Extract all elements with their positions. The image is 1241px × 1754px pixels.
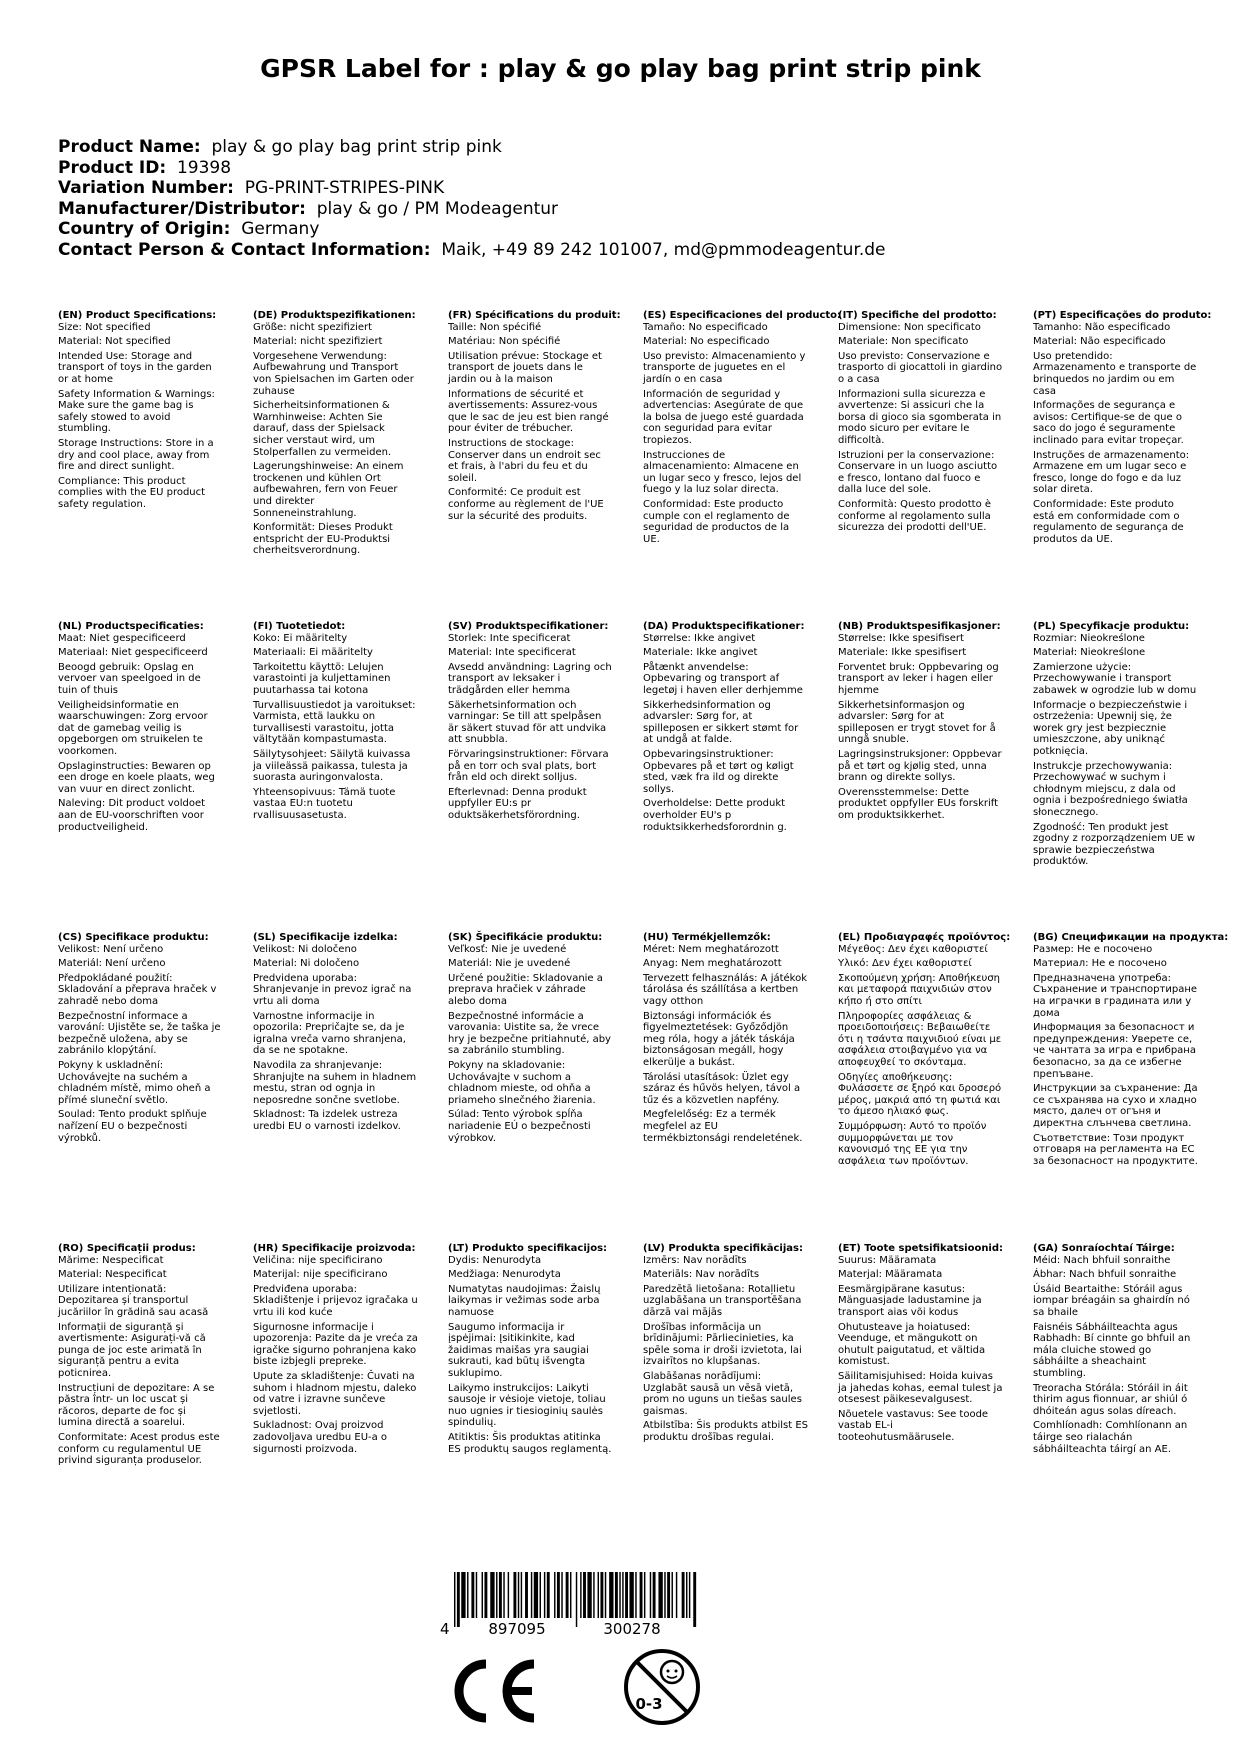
barcode-bar bbox=[676, 1572, 677, 1618]
barcode-bar bbox=[629, 1572, 633, 1618]
spec-block bbox=[448, 621, 613, 825]
barcode-bar bbox=[503, 1572, 504, 1618]
spec-block bbox=[1033, 310, 1212, 548]
manufacturer-line bbox=[58, 199, 1208, 220]
spec-paragraph: Предназначена употреба: Съхранение и транспортиране на играчки в градината или у дома bbox=[1033, 972, 1198, 1019]
spec-paragraph: Turvallisuustiedot ja varoitukset: Varmista, että laukku on turvallisesti varastoitu, jotta vältytään kompastumasta. bbox=[253, 699, 416, 746]
spec-paragraph: Numatytas naudojimas: Žaislų laikymas ir vežimas sode arba namuose bbox=[448, 1283, 601, 1318]
spec-paragraph: Efterlevnad: Denna produkt uppfyller EU:s pr oduktsäkerhetsförordning. bbox=[448, 786, 587, 821]
spec-paragraph: Tárolási utasítások: Üzlet egy száraz és hűvös helyen, távol a tűz és a közvetlen napfény. bbox=[643, 1071, 801, 1106]
spec-paragraph: Conformidad: Este producto cumple con el reglamento de seguridad de productos de la UE. bbox=[643, 498, 790, 545]
spec-paragraph: Izmērs: Nav norādīts bbox=[643, 1254, 747, 1266]
spec-block bbox=[838, 932, 1011, 1170]
spec-paragraph: Laikymo instrukcijos: Laikyti sausoje ir vėsioje vietoje, toliau nuo ugnies ir tiesioginių saulės spindulių. bbox=[448, 1382, 606, 1429]
spec-paragraph: Rozmiar: Nieokreślone bbox=[1033, 632, 1145, 644]
barcode-digit-prefix: 4 bbox=[440, 1620, 450, 1637]
spec-paragraph: Instructions de stockage: Conserver dans un endroit sec et frais, à l'abri du feu et du soleil. bbox=[448, 437, 601, 484]
spec-block bbox=[643, 621, 808, 836]
page-title: GPSR Label for : play & go play bag print strip pink bbox=[260, 54, 981, 83]
spec-paragraph: Zamierzone użycie: Przechowywanie i transport zabawek w ogrodzie lub w domu bbox=[1033, 661, 1197, 696]
spec-paragraph: Varnostne informacije in opozorila: Prepričajte se, da je igralna vreča varno shranjena, da se ne spotakne. bbox=[253, 1010, 406, 1057]
spec-paragraph: Sigurnosne informacije i upozorenja: Pazite da je vreća za igračke sigurno pohranjena kako biste izbjegli prepreke. bbox=[253, 1321, 418, 1368]
spec-paragraph: Medžiaga: Nenurodyta bbox=[448, 1269, 561, 1281]
spec-paragraph: Forventet bruk: Oppbevaring og transport av leker i hagen eller hjemme bbox=[838, 661, 999, 696]
product-info bbox=[58, 137, 1208, 261]
spec-paragraph: Förvaringsinstruktioner: Förvara på en torr och sval plats, bort från eld och direkt solljus. bbox=[448, 748, 609, 784]
spec-block bbox=[643, 310, 842, 548]
country-of-origin-line bbox=[58, 219, 1208, 240]
spec-paragraph: Πληροφορίες ασφάλειας & προειδοποιήσεις: Βεβαιωθείτε ότι η τσάντα παιχνιδιού είναι με ασφάλεια στοιβαγμένο για να αποφευχθεί το σκόνταμα. bbox=[838, 1010, 1002, 1068]
info-value: 19398 bbox=[176, 157, 232, 178]
spec-paragraph: Předpokládané použití: Skladování a přeprava hraček v zahradě nebo doma bbox=[58, 972, 217, 1007]
barcode-bar bbox=[490, 1572, 494, 1618]
spec-paragraph: Opslaginstructies: Bewaren op een droge en koele plaats, weg van vuur en direct zonlicht. bbox=[58, 760, 215, 795]
barcode-bar bbox=[454, 1572, 455, 1627]
spec-paragraph: Saugumo informacija ir įspėjimai: Įsitikinkite, kad žaidimas maišas yra saugiai sukrauti, kad būtų išvengta suklupimo. bbox=[448, 1321, 589, 1379]
spec-paragraph: Treoracha Stórála: Stóráil in áit thirim agus fionnuar, ar shiúl ó dhóiteán agus solas díreach. bbox=[1033, 1382, 1188, 1417]
spec-heading: (ET) Toote spetsifikatsioonid: bbox=[838, 1243, 1004, 1254]
barcode-bar bbox=[471, 1572, 474, 1618]
barcode-bar bbox=[457, 1572, 460, 1627]
spec-paragraph: Størrelse: Ikke spesifisert bbox=[838, 632, 964, 644]
spec-paragraph: Material: Inte specificerat bbox=[448, 647, 576, 659]
barcode-bar bbox=[518, 1572, 519, 1618]
spec-paragraph: Tarkoitettu käyttö: Lelujen varastointi ja kuljettaminen puutarhassa tai kotona bbox=[253, 661, 391, 696]
barcode-bar bbox=[476, 1572, 477, 1618]
spec-paragraph: Informações de segurança e avisos: Certifique-se de que o saco do jogo é seguramente inclinado para evitar tropeçar. bbox=[1033, 400, 1184, 446]
barcode-bar bbox=[496, 1572, 497, 1618]
spec-paragraph: Instrukcje przechowywania: Przechowywać w suchym i chłodnym miejscu, z dala od ognia i bezpośredniego światła słonecznego. bbox=[1033, 760, 1188, 818]
not-for-under-3-icon bbox=[621, 1646, 703, 1728]
spec-paragraph: Conformité: Ce produit est conforme au règlement de l'UE sur la sécurité des produits. bbox=[448, 487, 604, 522]
spec-block bbox=[643, 1243, 808, 1447]
spec-paragraph: Instrucțiuni de depozitare: A se păstra într- un loc uscat și răcoros, departe de foc și lumina directă a soarelui. bbox=[58, 1382, 215, 1429]
spec-paragraph: Informations de sécurité et avertissements: Assurez-vous que le sac de jeu est bien rangé pour éviter de trébucher. bbox=[448, 388, 609, 435]
spec-paragraph: Atbilstība: Šis produkts atbilst ES produktu drošības regulai. bbox=[643, 1420, 809, 1443]
spec-paragraph: Tamanho: Não especificado bbox=[1033, 321, 1171, 333]
barcode-bar bbox=[658, 1572, 662, 1618]
spec-paragraph: Beoogd gebruik: Opslag en vervoer van speelgoed in de tuin of thuis bbox=[58, 661, 201, 696]
spec-paragraph: Material: Não especificado bbox=[1033, 336, 1166, 348]
spec-paragraph: Påtænkt anvendelse: Opbevaring og transport af legetøj i haven eller derhjemme bbox=[643, 661, 803, 696]
barcode-bar bbox=[583, 1572, 586, 1618]
spec-paragraph: Opbevaringsinstruktioner: Opbevares på et tørt og køligt sted, væk fra ild og direkte sollys. bbox=[643, 748, 794, 795]
spec-paragraph: Información de seguridad y advertencias: Asegúrate de que la bolsa de juego esté guardada con seguridad para evitar tropiezos. bbox=[643, 388, 804, 446]
spec-paragraph: Materiale: Ikke spesifisert bbox=[838, 647, 967, 659]
spec-paragraph: Materiaal: Niet gespecificeerd bbox=[58, 647, 208, 659]
spec-paragraph: Velikost: Není určeno bbox=[58, 943, 164, 955]
spec-paragraph: Μέγεθος: Δεν έχει καθοριστεί bbox=[838, 943, 988, 955]
spec-paragraph: Yhteensopivuus: Tämä tuote vastaa EU:n tuotetu rvallisuusasetusta. bbox=[253, 786, 396, 821]
barcode-bar bbox=[521, 1572, 522, 1618]
spec-paragraph: Eesmärgipärane kasutus: Mänguasjade ladustamine ja transport aias või kodus bbox=[838, 1283, 982, 1318]
spec-paragraph: Faisnéis Sábháilteachta agus Rabhadh: Bí cinnte go bhfuil an mála cluiche stowed go sábháilte a sheachaint stumbling. bbox=[1033, 1321, 1191, 1379]
spec-paragraph: Tervezett felhasználás: A játékok tárolása és szállítása a kertben vagy otthon bbox=[643, 972, 808, 1007]
spec-paragraph: Sikkerhedsinformation og advarsler: Sørg for, at spilleposen er sikkert stømt for at undgå at falde. bbox=[643, 699, 799, 746]
spec-paragraph: Materiál: Nie je uvedené bbox=[448, 958, 571, 970]
barcode-bar bbox=[540, 1572, 541, 1618]
spec-paragraph: Suurus: Määramata bbox=[838, 1254, 937, 1266]
spec-paragraph: Overensstemmelse: Dette produktet oppfyller EUs forskrift om produktsikkerhet. bbox=[838, 786, 999, 821]
barcode-bar bbox=[635, 1572, 636, 1618]
ce-mark-icon bbox=[446, 1656, 546, 1726]
spec-paragraph: Veličina: nije specificirano bbox=[253, 1254, 383, 1266]
spec-paragraph: Informacje o bezpieczeństwie i ostrzeżenia: Upewnij się, że worek gry jest bezpiecznie umieszczone, aby uniknąć potknięcia. bbox=[1033, 699, 1188, 757]
spec-block bbox=[253, 621, 418, 825]
barcode-bar bbox=[640, 1572, 643, 1618]
barcode-bar bbox=[653, 1572, 656, 1618]
barcode-bar bbox=[593, 1572, 594, 1618]
spec-paragraph: Sikkerhetsinformasjon og advarsler: Sørg for at spilleposen er trygt stovet for å unngå snuble. bbox=[838, 699, 996, 746]
spec-paragraph: Pokyny k uskladnění: Uchovávejte na suchém a chladném místě, mimo oheň a přímé sluneční světlo. bbox=[58, 1059, 211, 1106]
barcode-bar bbox=[664, 1572, 665, 1618]
spec-paragraph: Conformitate: Acest produs este conform cu regulamentul UE privind siguranța produselor. bbox=[58, 1431, 220, 1467]
spec-paragraph: Biztonsági információk és figyelmeztetések: Győződjön meg róla, hogy a játék táskája biztonságosan megáll, hogy elkerülje a bukást. bbox=[643, 1010, 795, 1068]
spec-heading: (FI) Tuotetiedot: bbox=[253, 621, 346, 632]
barcode-bar bbox=[461, 1572, 465, 1618]
spec-paragraph: Paredzētā lietošana: Rotaļlietu uzglabāšana un transportēšana dārzā vai mājās bbox=[643, 1283, 802, 1318]
barcode-bar bbox=[544, 1572, 545, 1618]
spec-block bbox=[838, 310, 1003, 537]
spec-paragraph: Atitiktis: Šis produktas atitinka ES produktų saugos reglamentą. bbox=[448, 1431, 612, 1455]
barcode bbox=[436, 1572, 716, 1637]
spec-block bbox=[58, 621, 223, 836]
info-label: Product ID: bbox=[58, 157, 167, 178]
spec-paragraph: Materijal: nije specificirano bbox=[253, 1269, 388, 1281]
spec-heading: (SK) Špecifikácie produktu: bbox=[448, 932, 603, 943]
spec-block bbox=[58, 932, 223, 1147]
barcode-bar bbox=[689, 1572, 690, 1618]
barcode-bar bbox=[587, 1572, 591, 1618]
barcode-bar bbox=[547, 1572, 550, 1618]
spec-paragraph: Istruzioni per la conservazione: Conservare in un luogo asciutto e fresco, lontano dal fuoco e dalla luce del sole. bbox=[838, 449, 998, 496]
spec-heading: (RO) Specificații produs: bbox=[58, 1243, 196, 1254]
barcode-bar bbox=[570, 1572, 571, 1618]
info-value: Maik, +49 89 242 101007, md@pmmodeagentur.de bbox=[441, 239, 886, 260]
spec-block bbox=[1033, 621, 1198, 871]
spec-paragraph: Intended Use: Storage and transport of toys in the garden or at home bbox=[58, 350, 212, 385]
spec-paragraph: Drošības informācija un brīdinājumi: Pārliecinieties, ka spēle soma ir droši izvietota, lai izvairītos no klupšanas. bbox=[643, 1321, 802, 1368]
spec-paragraph: Predvidena uporaba: Shranjevanje in prevoz igrač na vrtu ali doma bbox=[253, 972, 412, 1007]
svg-text:0-3: 0-3 bbox=[635, 1695, 663, 1713]
spec-block bbox=[448, 1243, 613, 1458]
barcode-bars bbox=[454, 1572, 696, 1627]
barcode-bar bbox=[619, 1572, 620, 1618]
spec-block bbox=[1033, 1243, 1198, 1458]
spec-heading: (IT) Specifiche del prodotto: bbox=[838, 310, 997, 321]
spec-paragraph: Uso pretendido: Armazenamento e transporte de brinquedos no jardim ou em casa bbox=[1033, 350, 1197, 397]
spec-paragraph: Anyag: Nem meghatározott bbox=[643, 958, 782, 970]
spec-row bbox=[58, 621, 1228, 911]
spec-paragraph: Размер: Не е посочено bbox=[1033, 943, 1153, 955]
spec-heading: (SV) Produktspecifikationer: bbox=[448, 621, 609, 632]
spec-paragraph: Size: Not specified bbox=[58, 321, 151, 333]
spec-block bbox=[253, 1243, 418, 1458]
spec-paragraph: Soulad: Tento produkt splňuje nařízení EU o bezpečnosti výrobků. bbox=[58, 1109, 207, 1144]
info-label: Variation Number: bbox=[58, 178, 234, 199]
variation-number-line bbox=[58, 178, 1208, 199]
spec-paragraph: Materiāls: Nav norādīts bbox=[643, 1269, 760, 1281]
spec-heading: (PL) Specyfikacje produktu: bbox=[1033, 621, 1190, 632]
spec-heading: (FR) Spécifications du produit: bbox=[448, 310, 621, 321]
spec-heading: (GA) Sonraíochtaí Táirge: bbox=[1033, 1243, 1175, 1254]
spec-paragraph: Súlad: Tento výrobok spĺňa nariadenie EÚ o bezpečnosti výrobkov. bbox=[448, 1109, 591, 1144]
info-value: play & go play bag print strip pink bbox=[211, 137, 502, 157]
spec-paragraph: Mărime: Nespecificat bbox=[58, 1254, 164, 1266]
info-value: PG-PRINT-STRIPES-PINK bbox=[244, 178, 445, 199]
spec-paragraph: Material: nicht spezifiziert bbox=[253, 336, 383, 348]
spec-heading: (LV) Produkta specifikācijas: bbox=[643, 1243, 803, 1254]
barcode-bar bbox=[467, 1572, 468, 1618]
barcode-bar bbox=[534, 1572, 538, 1618]
spec-paragraph: Lagerungshinweise: An einem trockenen und kühlen Ort aufbewahren, fern von Feuer und direkter Sonneneinstrahlung. bbox=[253, 461, 404, 519]
spec-paragraph: Größe: nicht spezifiziert bbox=[253, 321, 373, 333]
info-label: Manufacturer/Distributor: bbox=[58, 198, 306, 219]
spec-block bbox=[838, 1243, 1003, 1447]
spec-paragraph: Materjal: Määramata bbox=[838, 1269, 943, 1281]
spec-paragraph: Storage Instructions: Store in a dry and cool place, away from fire and direct sunlight. bbox=[58, 437, 214, 473]
spec-paragraph: Material: Nespecificat bbox=[58, 1269, 167, 1281]
spec-paragraph: Naleving: Dit product voldoet aan de EU-voorschriften voor productveiligheid. bbox=[58, 798, 206, 833]
spec-heading: (PT) Especificações do produto: bbox=[1033, 310, 1212, 321]
spec-paragraph: Υλικό: Δεν έχει καθοριστεί bbox=[838, 958, 972, 970]
spec-heading: (SL) Specifikacije izdelka: bbox=[253, 932, 398, 943]
barcode-bar bbox=[682, 1572, 685, 1618]
spec-heading: (EN) Product Specifications: bbox=[58, 310, 217, 321]
spec-paragraph: Upute za skladištenje: Čuvati na suhom i hladnom mjestu, daleko od vatre i izravne sunčeve svjetlosti. bbox=[253, 1370, 417, 1417]
barcode-bar bbox=[615, 1572, 618, 1618]
spec-paragraph: Инструкции за съхранение: Да се съхранява на сухо и хладно място, далеч от огъня и директна слънчева светлина. bbox=[1033, 1083, 1198, 1129]
spec-block bbox=[838, 621, 1003, 825]
spec-paragraph: Ábhar: Nach bhfuil sonraithe bbox=[1033, 1269, 1177, 1281]
spec-paragraph: Οδηγίες αποθήκευσης: Φυλάσσετε σε ξηρό και δροσερό μέρος, μακριά από τη φωτιά και το άμεσο ηλιακό φως. bbox=[838, 1071, 1002, 1118]
spec-heading: (ES) Especificaciones del producto: bbox=[643, 310, 842, 321]
spec-paragraph: Utilizare intenționată: Depozitarea și transportul jucăriilor în grădină sau acasă bbox=[58, 1283, 209, 1318]
barcode-bar bbox=[686, 1572, 687, 1618]
spec-paragraph: Materiaali: Ei määritelty bbox=[253, 647, 373, 659]
spec-paragraph: Megfelelőség: Ez a termék megfelel az EU termékbiztonsági rendeletének. bbox=[643, 1109, 803, 1144]
spec-heading: (DA) Produktspecifikationer: bbox=[643, 621, 805, 632]
spec-paragraph: Dimensione: Non specificato bbox=[838, 321, 981, 333]
barcode-bar bbox=[693, 1572, 696, 1627]
barcode-bar bbox=[525, 1572, 528, 1618]
spec-paragraph: Materiale: Non specificato bbox=[838, 336, 969, 348]
spec-block bbox=[448, 310, 621, 525]
spec-block bbox=[253, 310, 418, 560]
spec-paragraph: Lagringsinstruksjoner: Oppbevar på et tørt og kjølig sted, unna brann og direkte sollys. bbox=[838, 748, 1002, 784]
barcode-bar bbox=[531, 1572, 532, 1618]
spec-paragraph: Nõuetele vastavus: See toode vastab EL-i tooteohutusmäärusele. bbox=[838, 1408, 989, 1443]
spec-block bbox=[448, 932, 613, 1147]
spec-paragraph: Matériau: Non spécifié bbox=[448, 336, 561, 348]
spec-paragraph: Skladnost: Ta izdelek ustreza uredbi EU o varnosti izdelkov. bbox=[253, 1109, 401, 1132]
spec-paragraph: Veľkosť: Nie je uvedené bbox=[448, 943, 567, 955]
spec-row bbox=[58, 932, 1228, 1222]
spec-paragraph: Säilytysohjeet: Säilytä kuivassa ja viileässä paikassa, tulesta ja suorasta auringonvalosta. bbox=[253, 748, 411, 784]
spec-paragraph: Størrelse: Ikke angivet bbox=[643, 632, 756, 644]
barcode-bar bbox=[609, 1572, 613, 1618]
spec-heading: (CS) Specifikace produktu: bbox=[58, 932, 209, 943]
info-label: Country of Origin: bbox=[58, 219, 231, 240]
barcode-bar bbox=[672, 1572, 673, 1618]
spec-block bbox=[1033, 932, 1229, 1170]
info-label: Product Name: bbox=[58, 137, 201, 157]
barcode-bar bbox=[644, 1572, 645, 1618]
spec-heading: (LT) Produkto specifikacijos: bbox=[448, 1243, 608, 1254]
info-label: Contact Person & Contact Information: bbox=[58, 239, 431, 260]
spec-paragraph: Utilisation prévue: Stockage et transport de jouets dans le jardin ou à la maison bbox=[448, 350, 602, 385]
contact-line bbox=[58, 240, 1208, 261]
spec-paragraph: Uso previsto: Conservazione e trasporto di giocattoli in giardino o a casa bbox=[838, 350, 1003, 385]
spec-paragraph: Materiał: Nieokreślone bbox=[1033, 647, 1146, 659]
spec-heading: (NB) Produktspesifikasjoner: bbox=[838, 621, 1001, 632]
spec-paragraph: Vorgesehene Verwendung: Aufbewahrung und Transport von Spielsachen im Garten oder zuhause bbox=[253, 350, 414, 397]
spec-block bbox=[58, 310, 223, 514]
spec-paragraph: Predviđena uporaba: Skladištenje i prijevoz igračaka u vrtu ili kod kuće bbox=[253, 1283, 418, 1318]
info-value: play & go / PM Modeagentur bbox=[316, 198, 559, 219]
spec-paragraph: Материал: Не е посочено bbox=[1033, 958, 1167, 970]
barcode-bar bbox=[484, 1572, 487, 1618]
barcode-digits-right: 300278 bbox=[603, 1620, 661, 1637]
spec-paragraph: Material: Ni določeno bbox=[253, 958, 360, 970]
spec-paragraph: Информация за безопасност и предупреждения: Уверете се, че чантата за игра е прибрана безопасно, за да се избегне препъване. bbox=[1033, 1022, 1196, 1080]
spec-paragraph: Bezpečnostné informácie a varovania: Uistite sa, že vrece hry je bezpečne pritiahnuté, aby sa zabránilo stumbling. bbox=[448, 1010, 611, 1057]
barcode-bar bbox=[605, 1572, 606, 1618]
barcode-bar bbox=[600, 1572, 603, 1618]
barcode-bar bbox=[580, 1572, 581, 1618]
spec-paragraph: Comhlíonadh: Comhlíonann an táirge seo rialachán sábháilteachta táirgí an AE. bbox=[1033, 1420, 1188, 1455]
spec-paragraph: Avsedd användning: Lagring och transport av leksaker i trädgården eller hemma bbox=[448, 661, 612, 696]
spec-paragraph: Instrucciones de almacenamiento: Almacene en un lugar seco y fresco, lejos del fuego y la luz solar directa. bbox=[643, 449, 802, 496]
spec-paragraph: Συμμόρφωση: Αυτό το προϊόν συμμορφώνεται με τον κανονισμό της ΕΕ για την ασφάλεια των προϊόντων. bbox=[838, 1120, 987, 1167]
spec-paragraph: Materiál: Není určeno bbox=[58, 958, 166, 970]
spec-paragraph: Koko: Ei määritelty bbox=[253, 632, 348, 644]
spec-paragraph: Navodila za shranjevanje: Shranjujte na suhem in hladnem mestu, stran od ognja in neposredne sončne svetlobe. bbox=[253, 1059, 417, 1106]
spec-paragraph: Säilitamisjuhised: Hoida kuivas ja jahedas kohas, eemal tulest ja otsesest päikesevalgusest. bbox=[838, 1370, 1003, 1406]
barcode-bar bbox=[508, 1572, 509, 1618]
barcode-bar bbox=[650, 1572, 651, 1618]
barcode-bar bbox=[667, 1572, 670, 1618]
spec-paragraph: Conformità: Questo prodotto è conforme al regolamento sulla sicurezza dei prodotti dell'UE. bbox=[838, 498, 992, 534]
spec-block bbox=[643, 932, 808, 1147]
spec-paragraph: Konformität: Dieses Produkt entspricht der EU-Produktsi cherheitsverordnung. bbox=[253, 522, 393, 557]
spec-paragraph: Conformidade: Este produto está em conformidade com o regulamento de segurança de produtos da UE. bbox=[1033, 498, 1184, 545]
barcode-bar bbox=[554, 1572, 555, 1618]
spec-heading: (DE) Produktspezifikationen: bbox=[253, 310, 416, 321]
spec-paragraph: Velikost: Ni določeno bbox=[253, 943, 357, 955]
spec-block bbox=[58, 1243, 223, 1470]
spec-paragraph: Informații de siguranță și avertismente: Asigurați-vă că punga de joc este arimată în siguranță pentru a evita poticnirea. bbox=[58, 1321, 206, 1379]
barcode-bar bbox=[499, 1572, 502, 1618]
spec-paragraph: Съответствие: Този продукт отговаря на регламента на ЕС за безопасност на продуктите. bbox=[1033, 1132, 1198, 1167]
barcode-bar bbox=[622, 1572, 623, 1618]
spec-paragraph: Maat: Niet gespecificeerd bbox=[58, 632, 186, 644]
spec-paragraph: Glabāšanas norādījumi: Uzglabāt sausā un vēsā vietā, prom no uguns un tiešas saules gaismas. bbox=[643, 1370, 802, 1417]
spec-row bbox=[58, 1243, 1228, 1533]
spec-paragraph: Material: No especificado bbox=[643, 336, 770, 348]
spec-heading: (NL) Productspecificaties: bbox=[58, 621, 204, 632]
spec-paragraph: Storlek: Inte specificerat bbox=[448, 632, 571, 644]
spec-heading: (EL) Προδιαγραφές προϊόντος: bbox=[838, 932, 1011, 943]
spec-paragraph: Säkerhetsinformation och varningar: Se till att spelpåsen är säkert stuvad för att undvika att snubbla. bbox=[448, 699, 607, 746]
spec-paragraph: Méid: Nach bhfuil sonraithe bbox=[1033, 1254, 1171, 1266]
spec-paragraph: Dydis: Nenurodyta bbox=[448, 1254, 542, 1266]
product-name-line bbox=[58, 137, 1208, 158]
spec-paragraph: Sukladnost: Ovaj proizvod zadovoljava uredbu EU-a o sigurnosti proizvoda. bbox=[253, 1420, 388, 1455]
spec-paragraph: Safety Information & Warnings: Make sure the game bag is safely stowed to avoid stumbling. bbox=[58, 388, 215, 435]
spec-paragraph: Compliance: This product complies with the EU product safety regulation. bbox=[58, 475, 206, 510]
barcode-bar bbox=[576, 1572, 577, 1627]
barcode-bar bbox=[561, 1572, 562, 1618]
info-value: Germany bbox=[241, 219, 320, 240]
spec-paragraph: Sicherheitsinformationen & Warnhinweise: Achten Sie darauf, dass der Spielsack sicher verstaut wird, um Stolperfallen zu vermeiden. bbox=[253, 400, 392, 458]
spec-heading: (BG) Спецификации на продукта: bbox=[1033, 932, 1229, 943]
spec-paragraph: Tamaño: No especificado bbox=[643, 321, 768, 333]
spec-paragraph: Určené použitie: Skladovanie a preprava hračiek v záhrade alebo doma bbox=[448, 972, 603, 1007]
spec-paragraph: Informazioni sulla sicurezza e avvertenze: Si assicuri che la borsa di gioco sia sgomberata in modo sicuro per evitare le difficoltà. bbox=[838, 388, 1002, 446]
spec-paragraph: Veiligheidsinformatie en waarschuwingen: Zorg ervoor dat de gamebag veilig is opgeborgen om struikelen te voorkomen. bbox=[58, 699, 208, 757]
spec-paragraph: Úsáid Beartaithe: Stóráil agus iompar bréagáin sa ghairdín nó sa bhaile bbox=[1033, 1283, 1190, 1318]
barcode-bar bbox=[566, 1572, 569, 1618]
barcode-digits-left: 897095 bbox=[488, 1620, 546, 1637]
product-id-line bbox=[58, 158, 1208, 179]
barcode-bar bbox=[482, 1572, 483, 1618]
spec-paragraph: Bezpečnostní informace a varování: Ujistěte se, že taška je bezpečně uložena, aby se zabránilo klopýtání. bbox=[58, 1010, 221, 1057]
spec-paragraph: Instruções de armazenamento: Armazene em um lugar seco e fresco, longe do fogo e da luz solar direta. bbox=[1033, 449, 1190, 496]
spec-paragraph: Material: Not specified bbox=[58, 336, 171, 348]
barcode-bar bbox=[513, 1572, 516, 1618]
spec-paragraph: Materiale: Ikke angivet bbox=[643, 647, 758, 659]
spec-paragraph: Overholdelse: Dette produkt overholder EU's p roduktsikkerhedsforordnin g. bbox=[643, 798, 787, 833]
spec-paragraph: Ohutusteave ja hoiatused: Veenduge, et mängukott on ohutult paigutatud, et vältida komistust. bbox=[838, 1321, 986, 1368]
spec-paragraph: Uso previsto: Almacenamiento y transporte de juguetes en el jardín o en casa bbox=[643, 350, 806, 385]
spec-heading: (HR) Specifikacije proizvoda: bbox=[253, 1243, 416, 1254]
barcode-bar bbox=[557, 1572, 560, 1618]
barcode-bar bbox=[598, 1572, 599, 1618]
barcode-bar bbox=[625, 1572, 628, 1618]
spec-row bbox=[58, 310, 1228, 600]
spec-paragraph: Taille: Non spécifié bbox=[448, 321, 542, 333]
spec-paragraph: Pokyny na skladovanie: Uchovávajte v suchom a chladnom mieste, od ohňa a priameho slnečného žiarenia. bbox=[448, 1059, 596, 1106]
spec-paragraph: Zgodność: Ten produkt jest zgodny z rozporządzeniem UE w sprawie bezpieczeństwa produktów. bbox=[1033, 821, 1196, 868]
spec-heading: (HU) Termékjellemzők: bbox=[643, 932, 771, 943]
spec-paragraph: Méret: Nem meghatározott bbox=[643, 943, 779, 955]
spec-block bbox=[253, 932, 418, 1136]
spec-paragraph: Σκοπούμενη χρήση: Αποθήκευση και μεταφορά παιχνιδιών στον κήπο ή στο σπίτι bbox=[838, 972, 1001, 1007]
